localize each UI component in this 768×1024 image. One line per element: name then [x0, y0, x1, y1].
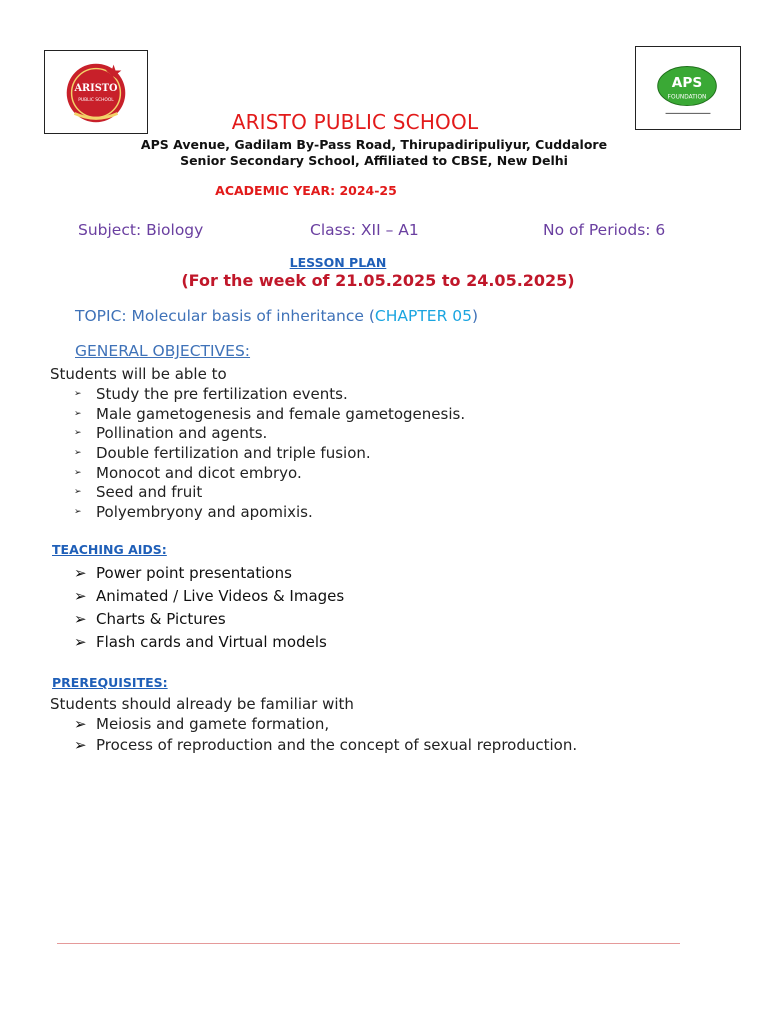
list-item: ➢ Male gametogenesis and female gametogenesis. — [74, 404, 466, 423]
arrow-bullet-icon: ➢ — [74, 447, 82, 458]
school-name: ARISTO PUBLIC SCHOOL — [231, 110, 479, 134]
topic-line — [75, 307, 478, 325]
list-item: ➢ Meiosis and gamete formation, — [74, 715, 330, 734]
list-item: ➢ Animated / Live Videos & Images — [74, 586, 345, 605]
lesson-plan-title: LESSON PLAN — [289, 255, 387, 270]
list-item: ➢ Study the pre fertilization events. — [74, 384, 348, 403]
topic-prefix: TOPIC: Molecular basis of inheritance ( — [75, 307, 375, 325]
arrow-bullet-icon: ➢ — [74, 487, 82, 498]
list-item: ➢ Pollination and agents. — [74, 424, 268, 443]
arrow-bullet-icon: ➢ — [74, 735, 87, 754]
list-item: ➢ Flash cards and Virtual models — [74, 632, 327, 651]
list-item: ➢ Process of reproduction and the concept of sexual reproduction. — [74, 735, 578, 754]
arrow-bullet-icon: ➢ — [74, 715, 87, 734]
list-item: ➢ Polyembryony and apomixis. — [74, 502, 313, 521]
periods-label: No of Periods: 6 — [543, 221, 666, 239]
footer-divider — [57, 943, 680, 944]
academic-year: ACADEMIC YEAR: 2024-25 — [215, 183, 397, 198]
arrow-bullet-icon: ➢ — [74, 609, 87, 628]
list-item: ➢ Seed and fruit — [74, 483, 203, 502]
arrow-bullet-icon: ➢ — [74, 506, 82, 517]
arrow-bullet-icon: ➢ — [74, 428, 82, 439]
arrow-bullet-icon: ➢ — [74, 408, 82, 419]
teaching-aids-heading: TEACHING AIDS: — [52, 542, 167, 557]
topic-chapter: CHAPTER 05 — [374, 307, 473, 325]
topic-suffix: ) — [472, 307, 479, 325]
list-item: ➢ Monocot and dicot embryo. — [74, 463, 302, 482]
objectives-list — [74, 384, 465, 522]
prerequisites-heading: PREREQUISITES: — [52, 675, 168, 690]
aps-logo-subtitle: FOUNDATION — [667, 94, 707, 101]
prerequisites-intro: Students should already be familiar with — [50, 695, 354, 713]
teaching-aids-list — [74, 561, 344, 653]
aristo-logo-title: ARISTO — [74, 83, 118, 95]
arrow-bullet-icon: ➢ — [74, 563, 87, 582]
school-address: APS Avenue, Gadilam By-Pass Road, Thirupadiripuliyur, Cuddalore — [140, 137, 608, 152]
objectives-intro: Students will be able to — [50, 365, 227, 383]
week-range: (For the week of 21.05.2025 to 24.05.2025) — [181, 271, 575, 290]
list-item: ➢ Charts & Pictures — [74, 609, 226, 628]
arrow-bullet-icon: ➢ — [74, 467, 82, 478]
list-item: ➢ Power point presentations — [74, 563, 292, 582]
arrow-bullet-icon: ➢ — [74, 586, 87, 605]
list-item: ➢ Double fertilization and triple fusion. — [74, 443, 371, 462]
subject-label: Subject: Biology — [78, 221, 204, 239]
prerequisites-list — [74, 714, 577, 755]
arrow-bullet-icon: ➢ — [74, 632, 87, 651]
aristo-logo-subtitle: PUBLIC SCHOOL — [78, 97, 114, 103]
general-objectives-heading: GENERAL OBJECTIVES: — [75, 342, 251, 360]
aps-logo-title: APS — [671, 75, 703, 92]
arrow-bullet-icon: ➢ — [74, 388, 82, 399]
school-affiliation: Senior Secondary School, Affiliated to CBSE, New Delhi — [180, 153, 568, 168]
class-label: Class: XII – A1 — [310, 221, 419, 239]
